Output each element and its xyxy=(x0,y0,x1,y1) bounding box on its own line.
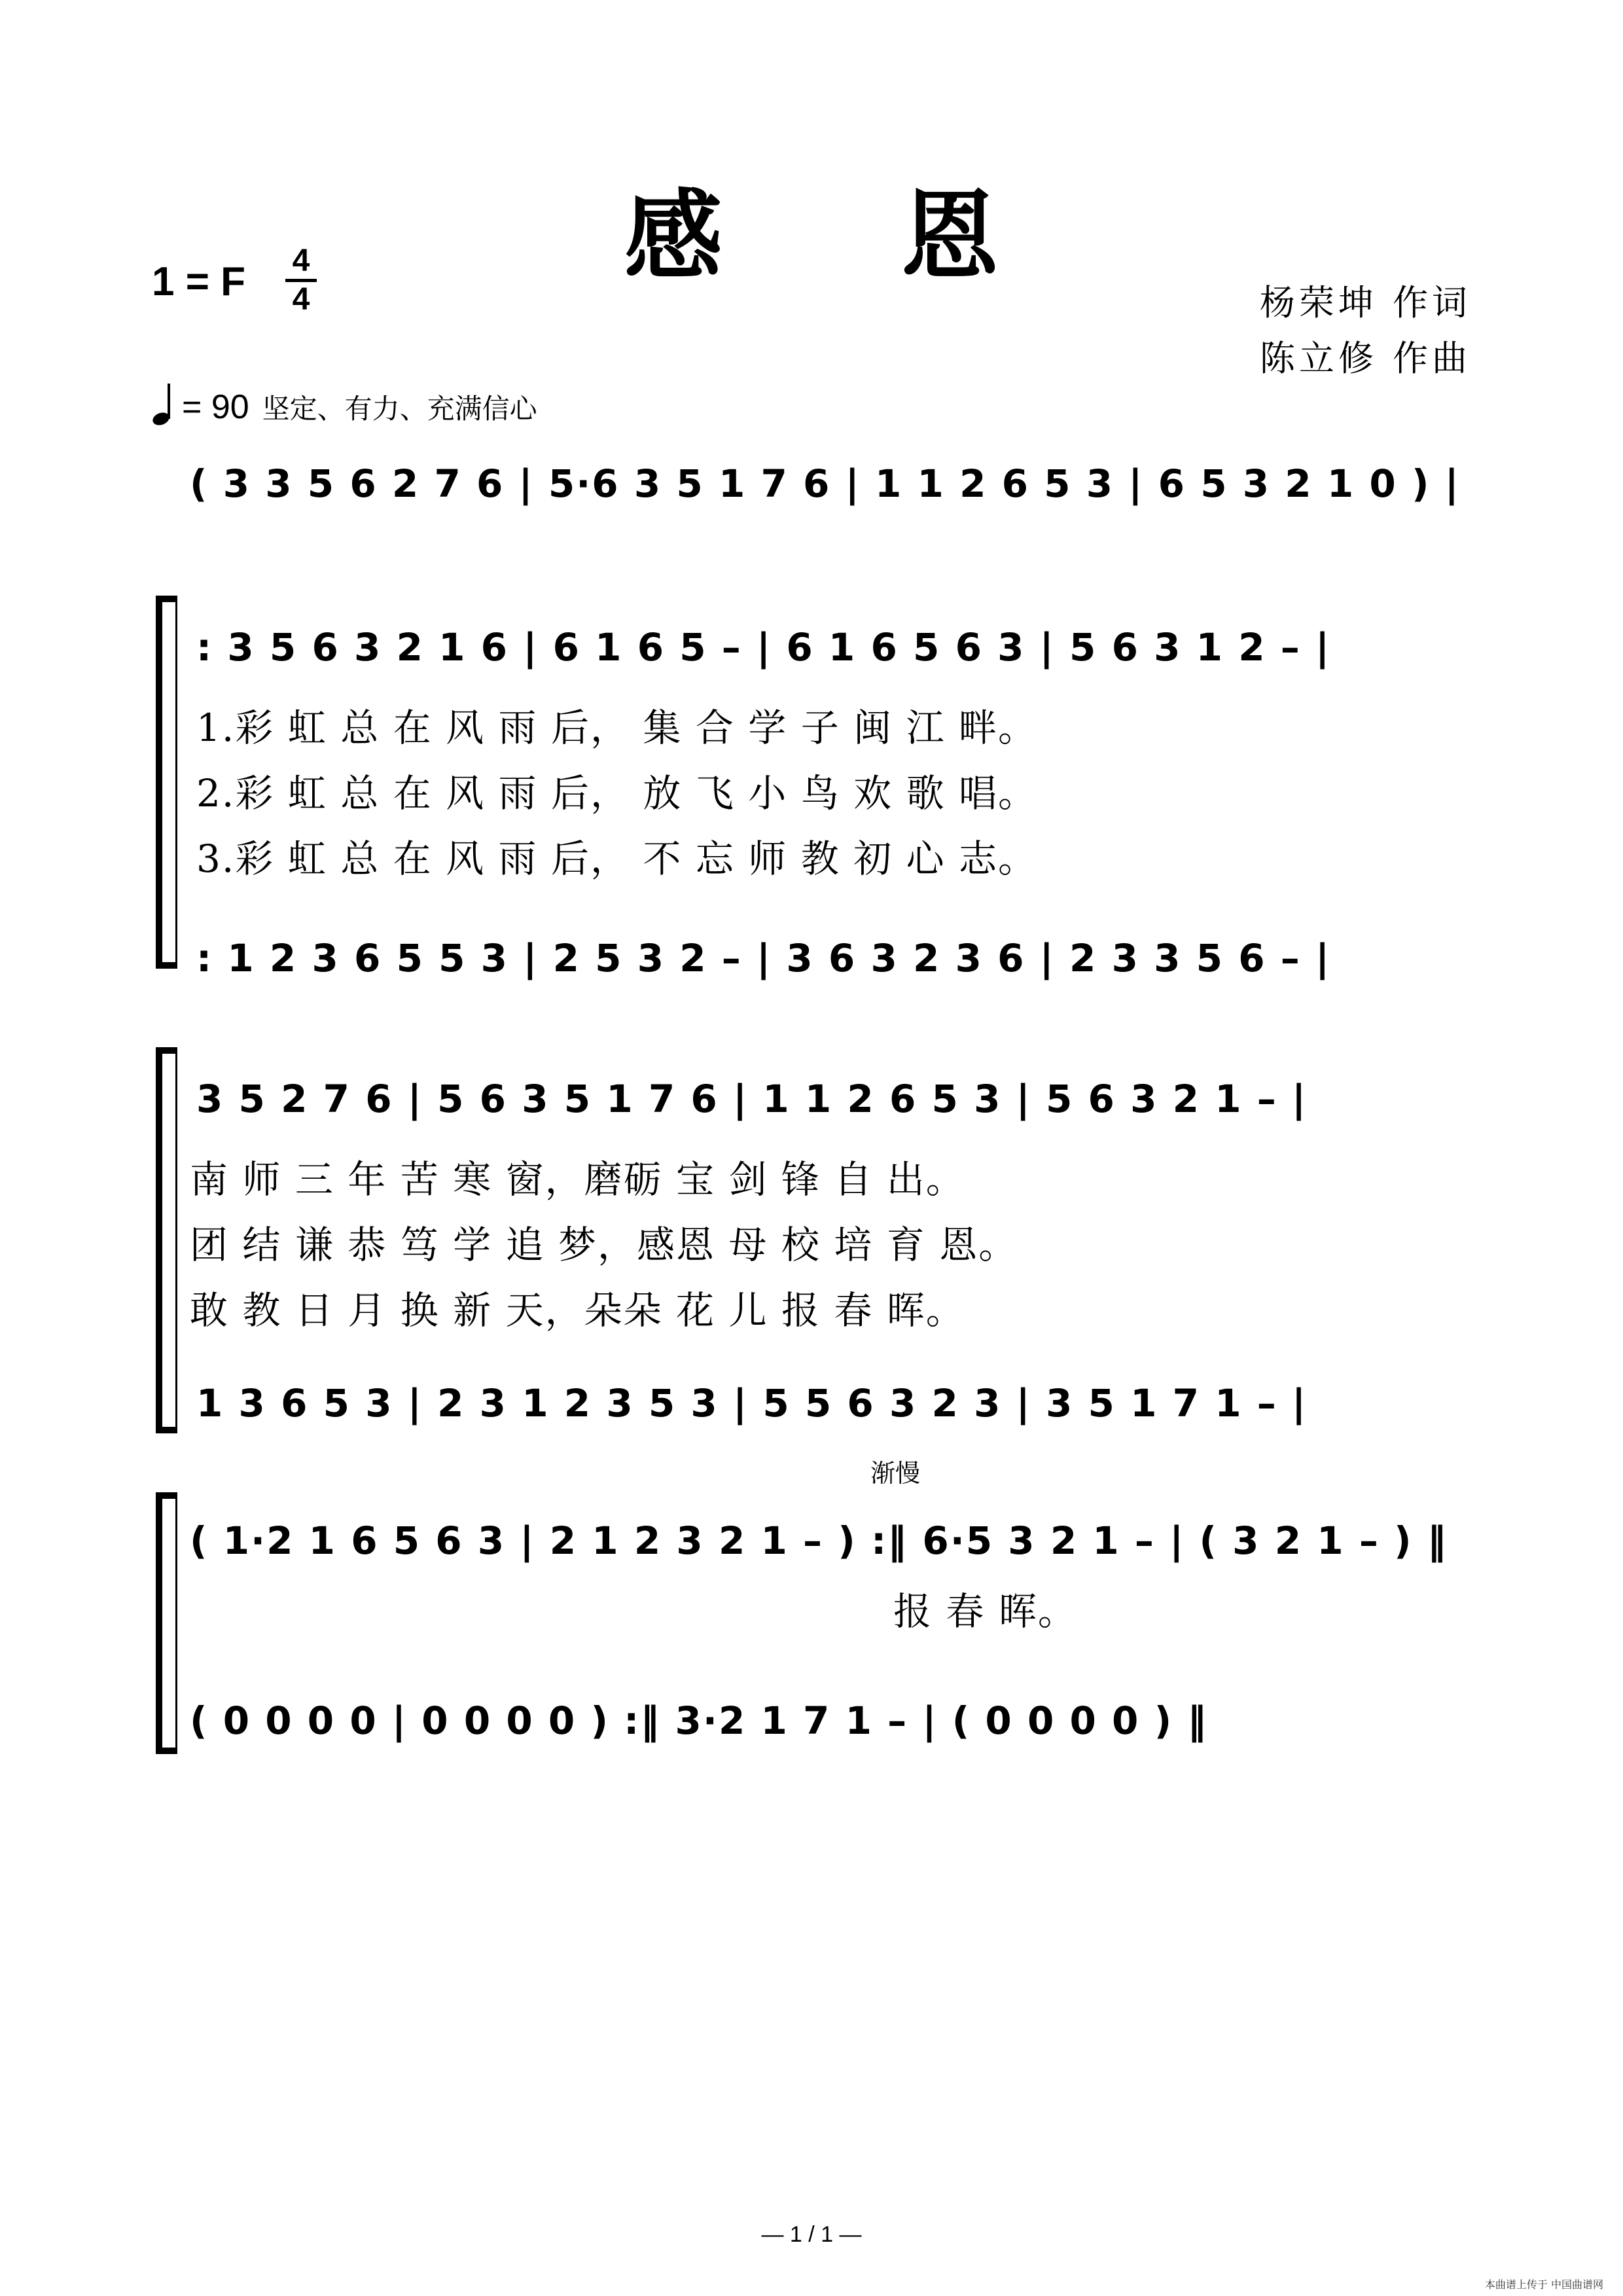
system-line-1 xyxy=(175,596,177,969)
song-title: 感 恩 xyxy=(624,179,1071,294)
section3-lyric: 报 春 晖。 xyxy=(893,1589,1077,1634)
section2-lyric-1: 南 师 三 年 苦 寒 窗，磨砺 宝 剑 锋 自 出。 xyxy=(190,1157,965,1202)
time-signature-top: 4 xyxy=(292,243,310,278)
key-signature: 1 = F xyxy=(152,259,246,304)
tempo-expression: 坚定、有力、充满信心 xyxy=(262,393,537,425)
system-line-3 xyxy=(175,1492,177,1754)
section1-melody: : 3 5 6 3 2 1 6 | 6 1 6 5 – | 6 1 6 5 6 3 | 5 6 3 1 2 – | xyxy=(196,625,1331,670)
section2-lyric-3: 敢 教 日 月 换 新 天，朵朵 花 儿 报 春 晖。 xyxy=(190,1288,965,1333)
intro-line: ( 3 3 5 6 2 7 6 | 5·6 3 5 1 7 6 | 1 1 2 6 5 3 | 6 5 3 2 1 0 ) | xyxy=(190,461,1460,506)
tempo-marking xyxy=(152,381,537,427)
section3-harmony: ( 0 0 0 0 | 0 0 0 0 ) :‖ 3·2 1 7 1 – | ( 0 0 0 0 ) ‖ xyxy=(190,1698,1208,1743)
tempo-value: = 90 xyxy=(182,388,249,426)
composer-credit: 陈立修 作曲 xyxy=(1259,338,1471,379)
section1-lyric-2: 2.彩 虹 总 在 风 雨 后， 放 飞 小 鸟 欢 歌 唱。 xyxy=(196,771,1038,816)
time-signature xyxy=(281,243,321,317)
site-watermark: 本曲谱上传于 中国曲谱网 xyxy=(1484,2278,1603,2291)
section1-lyric-1: 1.彩 虹 总 在 风 雨 后， 集 合 学 子 闽 江 畔。 xyxy=(196,706,1038,750)
time-signature-bottom: 4 xyxy=(292,282,310,317)
system-line-2 xyxy=(175,1047,177,1433)
section2-melody: 3 5 2 7 6 | 5 6 3 5 1 7 6 | 1 1 2 6 5 3 | 5 6 3 2 1 – | xyxy=(196,1077,1308,1121)
page-number: — 1 / 1 — xyxy=(761,2222,862,2247)
section2-lyric-2: 团 结 谦 恭 笃 学 追 梦，感恩 母 校 培 育 恩。 xyxy=(190,1223,1018,1267)
section1-harmony: : 1 2 3 6 5 5 3 | 2 5 3 2 – | 3 6 3 2 3 6 | 2 3 3 5 6 – | xyxy=(196,936,1331,980)
system-bracket-3 xyxy=(156,1492,162,1754)
ritardando-marking: 渐慢 xyxy=(870,1459,921,1488)
system-bracket-2 xyxy=(156,1047,162,1433)
quarter-note-icon xyxy=(152,381,175,427)
section2-harmony: 1 3 6 5 3 | 2 3 1 2 3 5 3 | 5 5 6 3 2 3 | 3 5 1 7 1 – | xyxy=(196,1381,1308,1426)
lyricist-credit: 杨荣坤 作词 xyxy=(1259,282,1471,323)
section3-melody: ( 1·2 1 6 5 6 3 | 2 1 2 3 2 1 – ) :‖ 6·5 3 2 1 – | ( 3 2 1 – ) ‖ xyxy=(190,1518,1448,1563)
system-bracket-1 xyxy=(156,596,162,969)
section1-lyric-3: 3.彩 虹 总 在 风 雨 后， 不 忘 师 教 初 心 志。 xyxy=(196,836,1038,881)
